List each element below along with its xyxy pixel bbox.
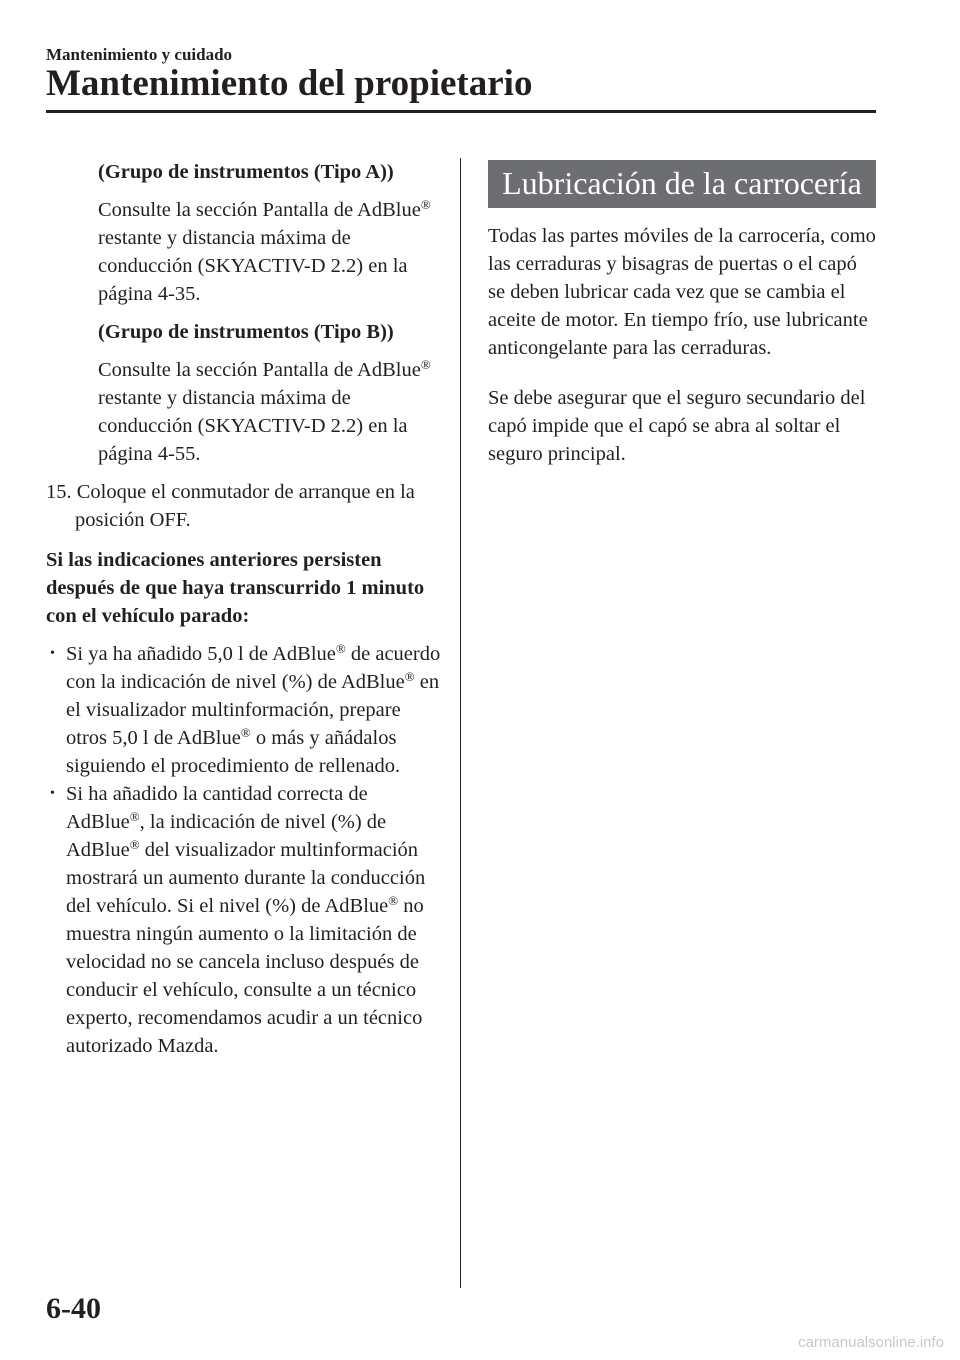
page-title: Mantenimiento del propietario	[46, 63, 533, 104]
bullet-2-c: del visualizador multinformación mostrará un aumento durante la conducción del vehículo. Si el nivel (%) de AdBlue	[66, 839, 426, 917]
grupo-a-text-2: restante y distancia máxima de conducción (SKYACTIV-D 2.2) en la página 4-35.	[98, 227, 408, 305]
registered-mark: ®	[420, 357, 431, 372]
bullet-1-d: o más y añádalos siguiendo el procedimiento de rellenado.	[66, 727, 401, 777]
grupo-b-text-1: Consulte la sección Pantalla de AdBlue	[98, 359, 421, 381]
step-15: 15. Coloque el conmutador de arranque en la posición OFF.	[46, 481, 415, 531]
bullet-1-b: de acuerdo con la indicación de nivel (%) de AdBlue	[66, 643, 441, 693]
registered-mark: ®	[420, 197, 431, 212]
grupo-a-heading: (Grupo de instrumentos (Tipo A))	[98, 161, 394, 183]
grupo-a-text	[46, 196, 446, 308]
bullet-dot: •	[50, 646, 55, 661]
grupo-a-text-1: Consulte la sección Pantalla de AdBlue	[98, 199, 421, 221]
bullet-2-a: Si ha añadido la cantidad correcta de AdBlue	[66, 783, 368, 833]
grupo-b-heading: (Grupo de instrumentos (Tipo B))	[98, 321, 394, 343]
bullet-1-a: Si ya ha añadido 5,0 l de AdBlue	[66, 643, 336, 665]
hood-latch-paragraph: Se debe asegurar que el seguro secundario del capó impide que el capó se abra al soltar el seguro principal.	[488, 387, 866, 465]
bullet-2-d: no muestra ningún aumento o la limitación de velocidad no se cancela incluso después de conducir el vehículo, consulte a un técnico experto, recomendamos acudir a un técnico autorizado Mazda.	[66, 895, 424, 1057]
registered-mark: ®	[240, 725, 251, 740]
registered-mark: ®	[388, 893, 399, 908]
right-column	[488, 160, 878, 490]
registered-mark: ®	[335, 641, 346, 656]
condition-paragraph: Si las indicaciones anteriores persisten después de que haya transcurrido 1 minuto con el vehículo parado:	[46, 549, 425, 627]
section-heading-box: Lubricación de la carrocería	[488, 160, 876, 208]
grupo-b-text-2: restante y distancia máxima de conducción (SKYACTIV-D 2.2) en la página 4-55.	[98, 387, 408, 465]
header-rule	[46, 110, 876, 113]
registered-mark: ®	[404, 669, 415, 684]
registered-mark: ®	[129, 837, 140, 852]
registered-mark: ®	[129, 809, 140, 824]
grupo-b-text	[46, 356, 446, 468]
left-column	[46, 158, 446, 1060]
bullet-2-b: , la indicación de nivel (%) de AdBlue	[66, 811, 387, 861]
watermark: carmanualsonline.info	[798, 1334, 944, 1351]
bullet-1-c: en el visualizador multinformación, prepare otros 5,0 l de AdBlue	[66, 671, 440, 749]
column-divider	[460, 158, 461, 1288]
bullet-item-2	[46, 780, 446, 1060]
bullet-dot: •	[50, 786, 55, 801]
page-number: 6-40	[46, 1292, 101, 1325]
bullet-item-1	[46, 640, 446, 780]
section-label: Mantenimiento y cuidado	[46, 45, 233, 64]
lubrication-paragraph: Todas las partes móviles de la carrocería, como las cerraduras y bisagras de puertas o el capó se deben lubricar cada vez que se cambia el aceite de motor. En tiempo frío, use lubricante anticongelante para las cerraduras.	[488, 225, 876, 359]
